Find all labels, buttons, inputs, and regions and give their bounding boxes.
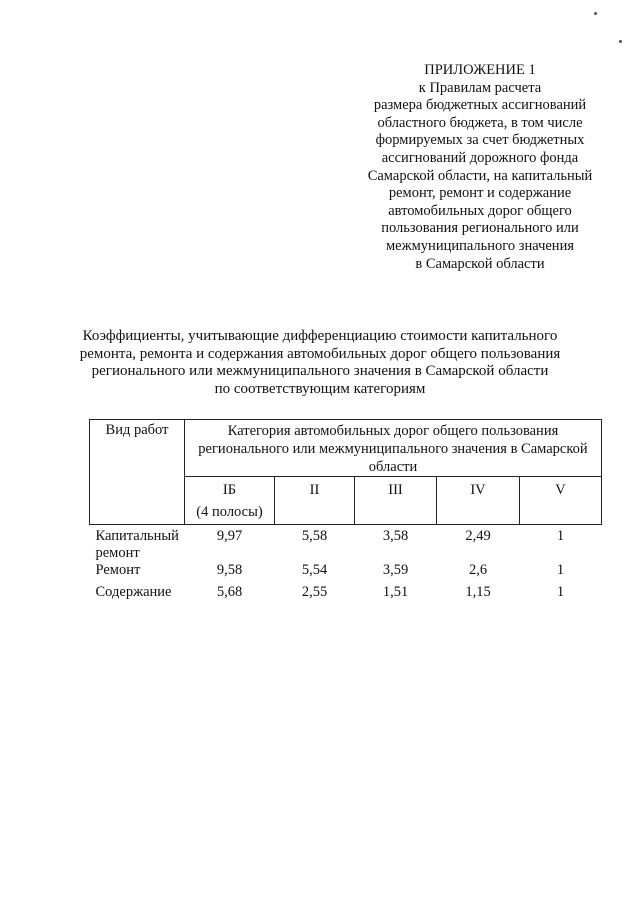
category-header-line: регионального или межмуниципального значения в Самарской <box>198 441 588 457</box>
title-line: регионального или межмуниципального значения в Самарской области <box>91 363 549 379</box>
title-line: Коэффициенты, учитывающие дифференциацию стоимости капитального <box>82 328 558 344</box>
title-line: по соответствующим категориям <box>214 380 426 397</box>
appendix-line: межмуниципального значения <box>386 237 574 254</box>
table-cell: 2,6 <box>468 562 488 578</box>
category-note: (4 полосы) <box>196 504 263 520</box>
appendix-line: в Самарской области <box>415 255 545 272</box>
table-cell: 9,58 <box>216 562 243 578</box>
table-cell: 1 <box>556 528 565 544</box>
table-row <box>90 584 602 606</box>
appendix-line: ПРИЛОЖЕНИЕ 1 <box>424 62 536 78</box>
appendix-line: пользования регионального или <box>381 220 579 237</box>
scan-speck <box>619 40 622 43</box>
work-type-header: Вид работ <box>90 420 185 525</box>
document-title <box>70 328 570 398</box>
appendix-header <box>330 62 630 273</box>
appendix-line: Самарской области, на капитальный <box>367 167 593 184</box>
appendix-line: областного бюджета, в том числе <box>377 114 583 131</box>
appendix-line: автомобильных дорог общего <box>388 202 572 219</box>
row-label: Ремонт <box>95 562 141 578</box>
appendix-line: ремонт, ремонт и содержание <box>388 185 572 202</box>
table-cell: 5,68 <box>216 584 243 600</box>
table-cell: 1,15 <box>465 584 491 600</box>
table-row <box>90 525 602 563</box>
category-header-line: области <box>368 459 418 475</box>
appendix-line: размера бюджетных ассигнований <box>373 97 587 114</box>
title-line: ремонта, ремонта и содержания автомобильных дорог общего пользования <box>79 345 561 362</box>
category-cell: IV <box>437 477 520 525</box>
row-label <box>90 525 185 563</box>
coefficients-table <box>89 419 602 606</box>
row-label-line: Капитальный <box>95 528 179 544</box>
row-label-line: ремонт <box>95 545 140 561</box>
category-cell: V <box>520 477 602 525</box>
table-cell: 3,59 <box>382 562 409 578</box>
table-cell: 2,55 <box>301 584 328 600</box>
table-row <box>90 562 602 584</box>
table-cell: 5,58 <box>301 528 328 544</box>
table-cell: 1,51 <box>382 584 409 600</box>
table-cell: 5,54 <box>301 562 328 578</box>
table-cell: 9,97 <box>216 528 243 544</box>
category-label: IБ <box>222 482 237 498</box>
appendix-line: к Правилам расчета <box>418 79 542 96</box>
appendix-line: ассигнований дорожного фонда <box>381 149 579 166</box>
table-cell: 1 <box>556 584 565 600</box>
category-header <box>185 420 602 477</box>
category-header-line: Категория автомобильных дорог общего пользования <box>227 423 559 439</box>
category-cell: II <box>275 477 355 525</box>
table-cell: 2,49 <box>465 528 491 544</box>
scan-speck <box>594 12 597 15</box>
category-cell <box>185 477 275 525</box>
table-cell: 1 <box>556 562 565 578</box>
category-cell: III <box>355 477 437 525</box>
table-cell: 3,58 <box>382 528 409 544</box>
row-label: Содержание <box>95 584 172 600</box>
table-header-row <box>90 420 602 477</box>
appendix-line: формируемых за счет бюджетных <box>375 132 585 149</box>
